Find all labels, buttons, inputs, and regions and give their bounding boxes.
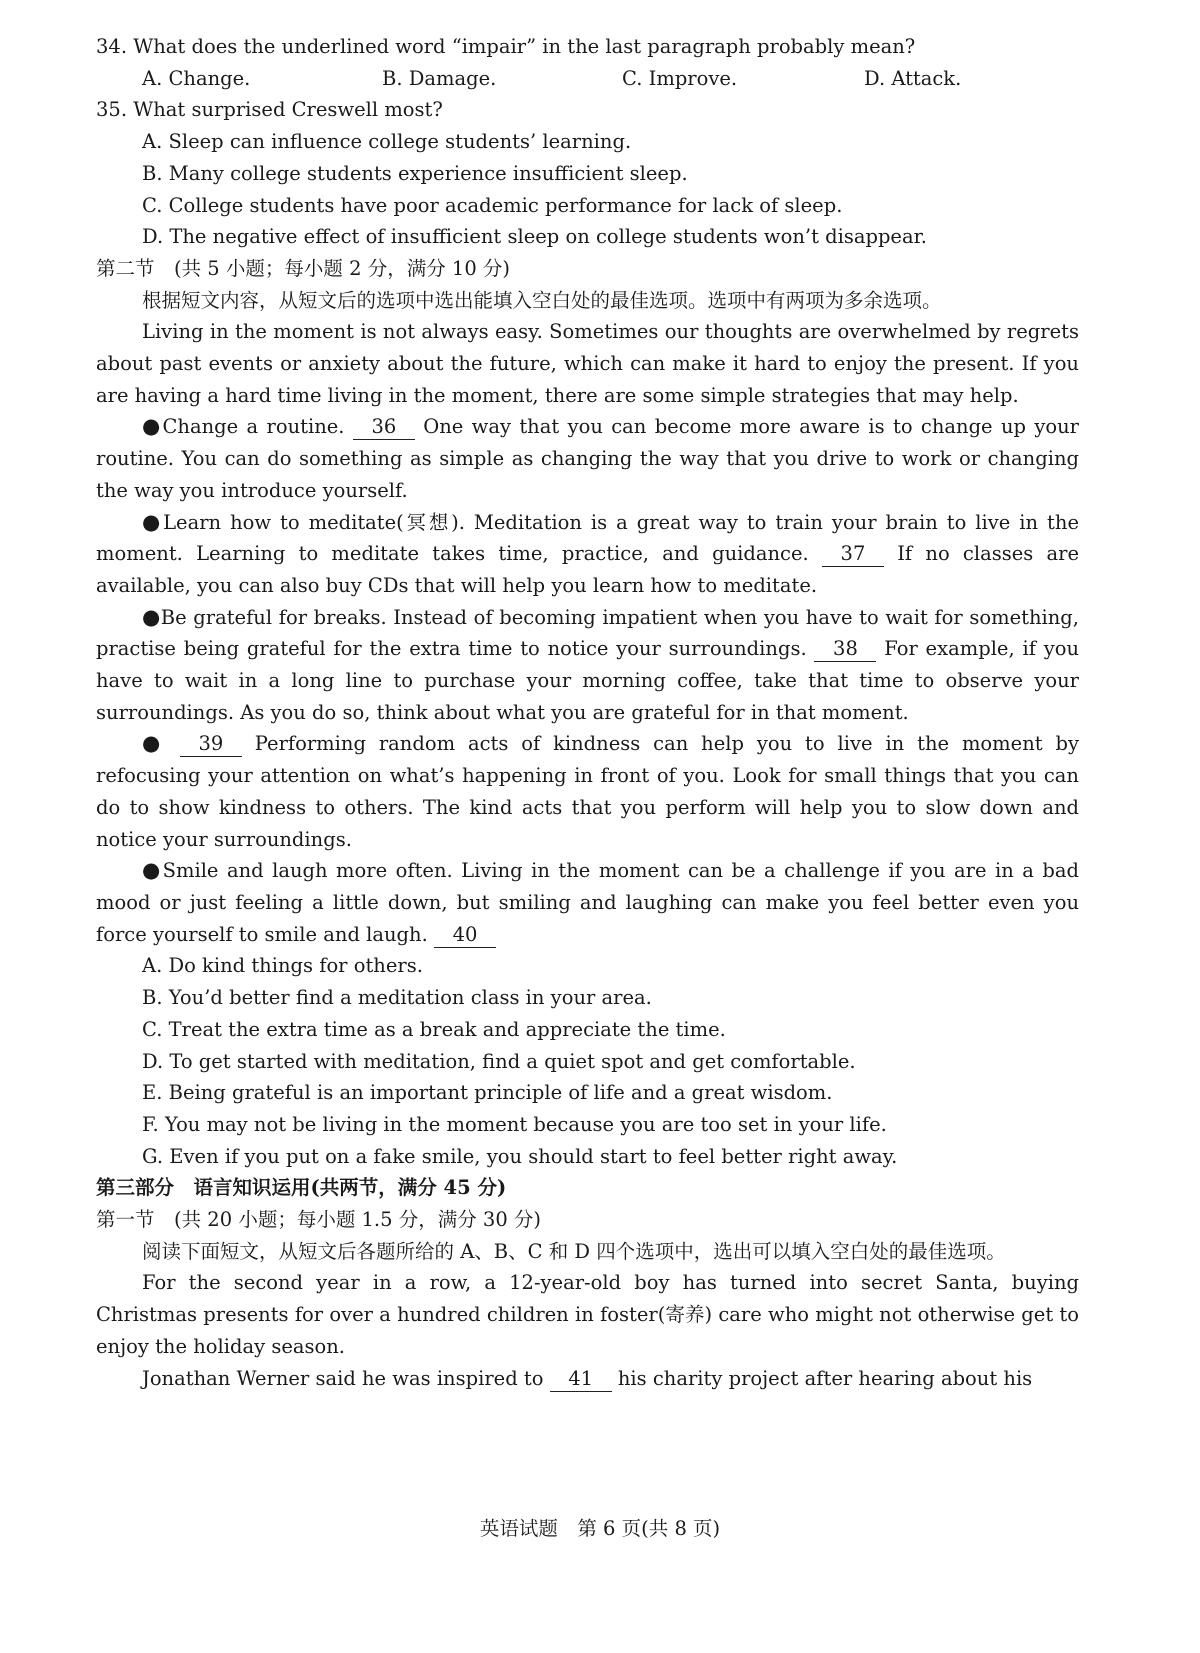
question-35-option-a: A. Sleep can influence college students’ learning. [142,130,632,154]
blank-38: 38 [814,637,876,662]
part-3-heading: 第三部分 语言知识运用(共两节，满分 45 分) [96,1176,507,1200]
strategy-routine-text: One way that you can become more aware is to change up your routine. You can do something as simple as changing the way that you drive to work or changing the way you introduce yourself. [96,415,1079,502]
part-3-instruction: 阅读下面短文，从短文后各题所给的 A、B、C 和 D 四个选项中，选出可以填入空白处的最佳选项。 [142,1239,1006,1263]
page-footer: 英语试题 第 6 页(共 8 页) [479,1517,721,1540]
blank-41: 41 [550,1367,612,1392]
strategy-meditate-text-1: Learn how to meditate(冥想). Meditation is a great way to train your brain to live in the moment. Learning to meditate takes time, practice, and guidance. [96,510,1079,566]
strategy-routine [96,411,1079,506]
question-35-option-d: D. The negative effect of insufficient sleep on college students won’t disappear. [142,225,927,249]
part-3-section-1-heading: 第一节 (共 20 小题；每小题 1.5 分，满分 30 分) [96,1208,542,1232]
bullet-icon: ● [142,858,163,883]
bullet-icon: ● [142,604,161,629]
section-2-option-b: B. You’d better find a meditation class in your area. [142,986,652,1010]
section-2-option-d: D. To get started with meditation, find a quiet spot and get comfortable. [142,1049,856,1073]
question-35-option-c: C. College students have poor academic performance for lack of sleep. [142,193,843,217]
blank-36: 36 [353,415,415,440]
strategy-meditate [96,507,1079,602]
question-34-option-c: C. Improve. [622,66,738,90]
section-2-option-a: A. Do kind things for others. [142,954,423,978]
blank-40: 40 [434,923,496,948]
cloze-paragraph-2-text-2: his charity project after hearing about his [617,1366,1033,1390]
cloze-paragraph-2 [96,1363,1079,1395]
bullet-icon: ● [142,731,168,756]
section-2-option-e: E. Being grateful is an important principle of life and a great wisdom. [142,1081,833,1105]
strategy-smile [96,855,1079,950]
section-2-option-g: G. Even if you put on a fake smile, you should start to feel better right away. [142,1144,898,1168]
question-35-stem: 35. What surprised Creswell most? [96,98,443,122]
question-34-options [142,63,1079,95]
passage-intro: Living in the moment is not always easy. Sometimes our thoughts are overwhelmed by regrets about past events or anxiety about the future, which can make it hard to enjoy the present. If you are having a hard time living in the moment, there are some simple strategies that may help. [96,320,1079,407]
page-content [96,31,1079,1394]
bullet-icon: ● [142,509,164,534]
section-2-option-c: C. Treat the extra time as a break and appreciate the time. [142,1017,726,1041]
strategy-grateful [96,602,1079,729]
bullet-icon: ● [142,414,163,439]
section-2-option-f: F. You may not be living in the moment because you are too set in your life. [142,1112,887,1136]
question-34-option-d: D. Attack. [864,66,962,90]
strategy-routine-title: Change a routine. [162,415,345,439]
blank-37: 37 [822,542,884,567]
strategy-grateful-text-1: Be grateful for breaks. Instead of becoming impatient when you have to wait for something, practise being grateful for the extra time to notice your surroundings. [96,605,1079,661]
blank-39: 39 [180,732,242,757]
strategy-kindness [96,728,1079,855]
question-35-option-b: B. Many college students experience insufficient sleep. [142,161,688,185]
cloze-paragraph-2-text-1: Jonathan Werner said he was inspired to [142,1366,544,1390]
strategy-grateful-text-2: For example, if you have to wait in a long line to purchase your morning coffee, take that time to observe your surroundings. As you do so, think about what you are grateful for in that moment. [96,637,1080,724]
section-2-instruction: 根据短文内容，从短文后的选项中选出能填入空白处的最佳选项。选项中有两项为多余选项。 [142,288,942,312]
strategy-smile-text: Smile and laugh more often. Living in the moment can be a challenge if you are in a bad mood or just feeling a little down, but smiling and laughing can make you feel better even you force yourself to smile and laugh. [96,859,1079,946]
cloze-paragraph-1: For the second year in a row, a 12-year-old boy has turned into secret Santa, buying Christmas presents for over a hundred children in foster(寄养) care who might not otherwise get to enjoy the holiday season. [96,1271,1079,1358]
question-34-option-b: B. Damage. [382,66,497,90]
strategy-kindness-text: Performing random acts of kindness can help you to live in the moment by refocusing your attention on what’s happening in front of you. Look for small things that you can do to show kindness to others. The kind acts that you perform will help you to slow down and notice your surroundings. [96,732,1079,851]
question-34-stem: 34. What does the underlined word “impair” in the last paragraph probably mean? [96,35,916,58]
section-2-heading: 第二节 (共 5 小题；每小题 2 分，满分 10 分) [96,256,511,280]
question-34-option-a: A. Change. [142,66,251,90]
strategy-meditate-text-2: If no classes are available, you can also buy CDs that will help you learn how to meditate. [96,542,1079,597]
